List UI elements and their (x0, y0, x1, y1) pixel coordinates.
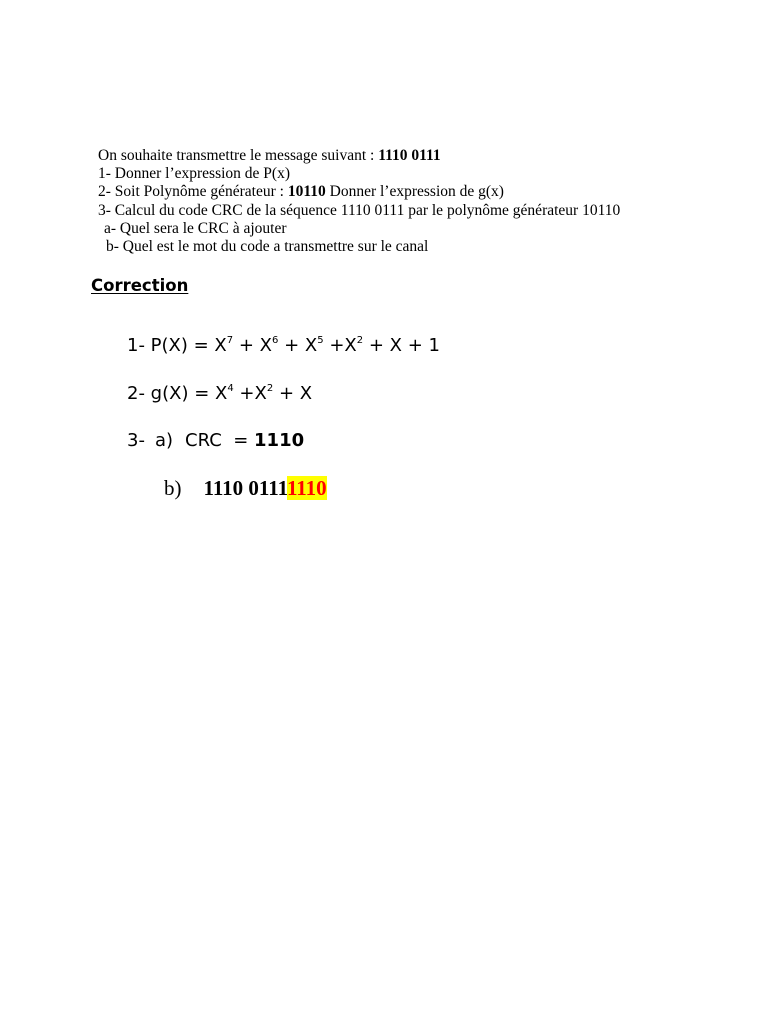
answer-3a (127, 430, 304, 451)
answer-3-number: 3- (127, 430, 145, 451)
answer-2 (127, 383, 312, 404)
intro-message: 1110 0111 (378, 147, 441, 164)
answer-1-term-4: +X (323, 335, 357, 356)
intro-text: On souhaite transmettre le message suivant : (98, 147, 379, 164)
answer-1-exp-3: 5 (317, 335, 324, 346)
answer-1-exp-2: 6 (272, 335, 279, 346)
answer-1-exp-1: 7 (226, 335, 234, 346)
answer-2-prefix: 2- g(X) = X (127, 383, 228, 404)
answer-2-exp-2: 2 (266, 383, 274, 394)
answer-3b-crc-highlight: 1110 (286, 476, 327, 500)
answer-2-term-2: +X (233, 383, 267, 404)
intro-line (98, 147, 738, 165)
question-2-polynomial: 10110 (287, 183, 326, 201)
question-1: 1- Donner l’expression de P(x) (98, 165, 290, 183)
answer-3-crc-value: 1110 (254, 430, 305, 451)
answer-3b-label: b) (164, 476, 182, 500)
answer-3b-message: 1110 0111 (203, 476, 287, 500)
question-3: 3- Calcul du code CRC de la séquence 1110 0111 par le polynôme générateur 10110 (98, 201, 621, 219)
answer-1-exp-4: 2 (356, 335, 364, 346)
answer-3b (164, 476, 327, 501)
answer-1-term-3: + X (278, 335, 318, 356)
answer-1-prefix: 1- P(X) = X (127, 335, 227, 356)
question-2 (98, 183, 738, 201)
question-3b: b- Quel est le mot du code a transmettre sur le canal (106, 238, 429, 256)
question-3a: a- Quel sera le CRC à ajouter (104, 219, 287, 237)
answer-1 (127, 335, 440, 356)
correction-title: Correction (91, 276, 189, 295)
exercise-statement (98, 147, 738, 256)
answer-3-sub-label: a) (154, 430, 174, 451)
question-2-suffix: Donner l’expression de g(x) (325, 183, 504, 201)
question-2-prefix: 2- Soit Polynôme générateur : (98, 183, 288, 201)
answer-2-exp-1: 4 (227, 383, 234, 394)
answer-3-crc-label: CRC = (185, 430, 255, 451)
answer-1-term-2: + X (233, 335, 272, 356)
answer-1-term-5: + X + 1 (363, 335, 440, 356)
answer-2-term-3: + X (273, 383, 313, 404)
